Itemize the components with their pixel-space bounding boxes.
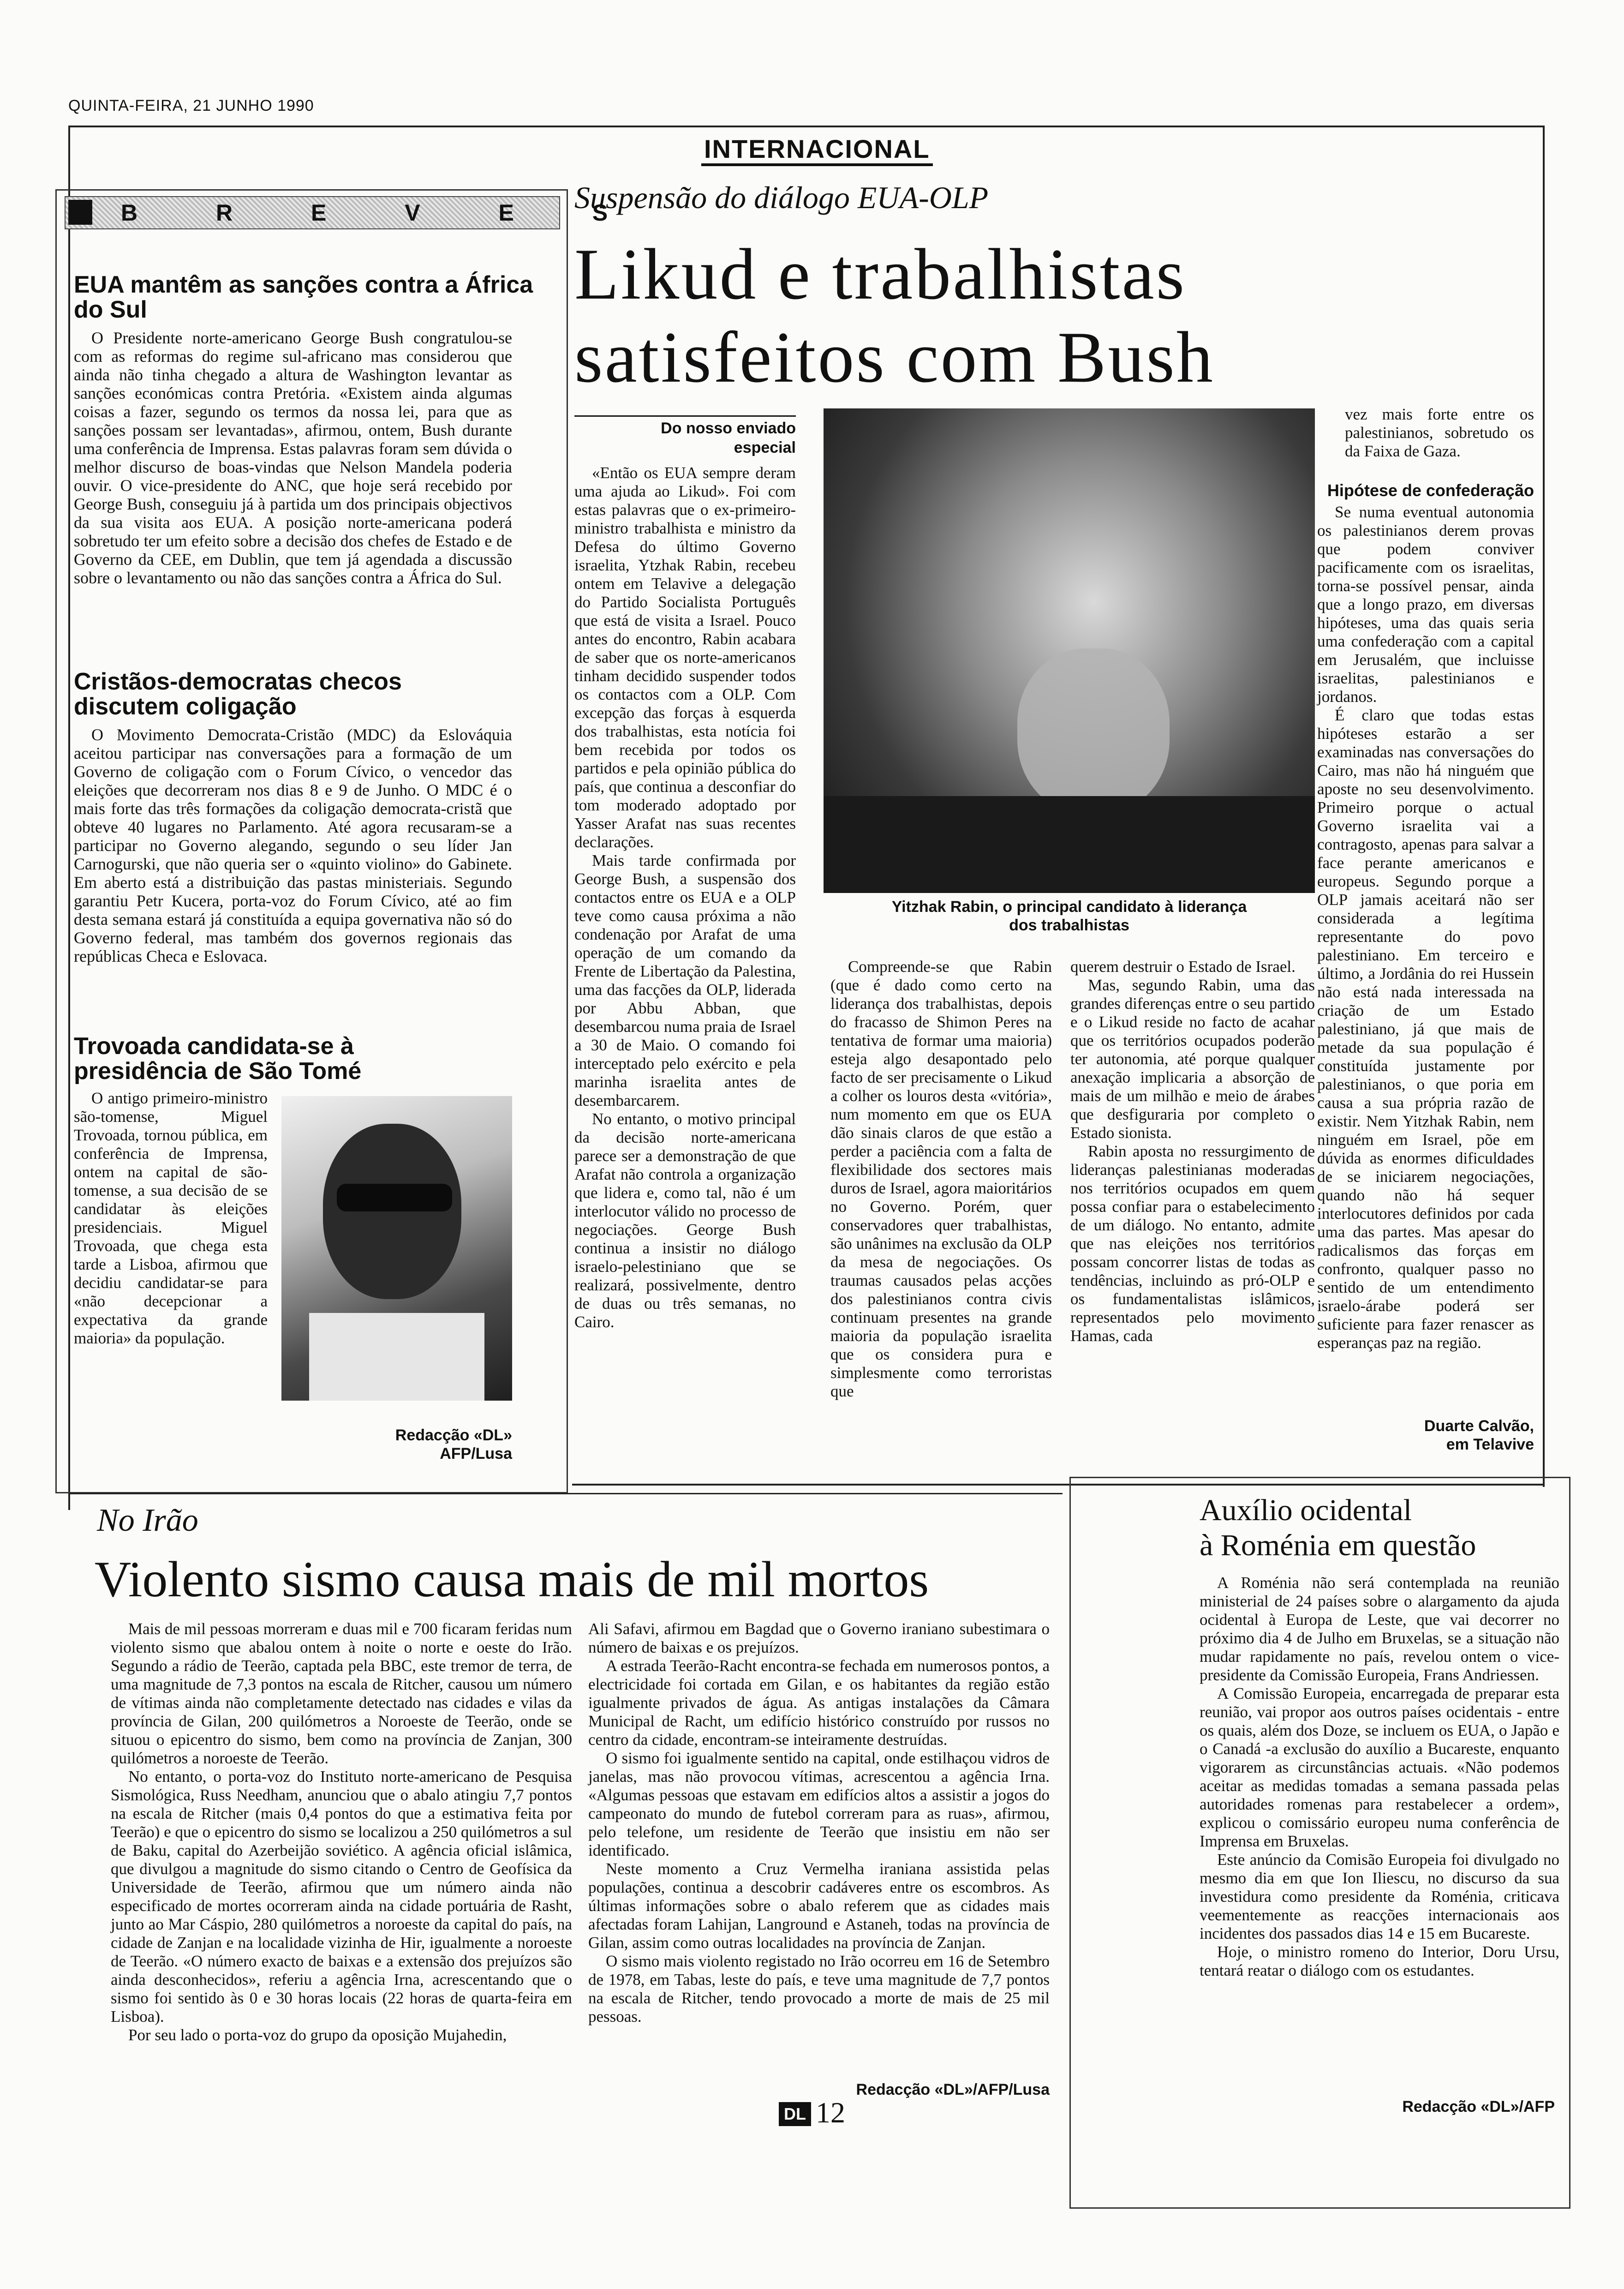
iran-kicker: No Irão (97, 1503, 198, 1538)
breve-3-title: Trovoada candidata-se à presidência de São Tomé (74, 1033, 362, 1085)
top-frame-right (1543, 126, 1545, 1487)
iran-col2-para-5: O sismo mais violento registado no Irão ocorreu em 16 de Setembro de 1978, em Tabas, leste do país, e teve uma magnitude de 7,7 pontos na escala de Ritcher, tendo provocado a morte de mais de 25 mil pessoas. (588, 1952, 1050, 2025)
caption-line-1: Yitzhak Rabin, o principal candidato à liderança (891, 898, 1247, 916)
main-col3-para-1: querem destruir o Estado de Israel. (1070, 958, 1296, 976)
main-col1-para-3: No entanto, o motivo principal da decisão norte-americana parece ser a demonstração de que Arafat não controla a organização que lidera e, como tal, não é um interlocutor válido no processo de negociações. George Bush continua a insistir no diálogo israelo-pelestiniano que se realizará, possivelmente, dentro de duas ou três semanas, no Cairo. (574, 1110, 796, 1331)
main-subhead: Hipótese de confederação (1327, 481, 1534, 500)
breves-signature (74, 1426, 512, 1463)
byline-line-1: Do nosso enviado (661, 419, 796, 437)
breve-1-body (74, 329, 512, 587)
rabin-photo-shoulder (824, 796, 1315, 893)
main-col3-para-3: Rabin aposta no ressurgimento de lideranças palestinianas moderadas nos territórios ocupados em quem possa confiar para o estabelecimento de um diálogo. No entanto, admite que nas eleições nos territórios possam concorrer listas de todas as tendências, incluindo as pró-OLP e os fundamentalistas islâmicos, representados pelo movimento Hamas, cada (1070, 1142, 1315, 1345)
breves-signature-line-2: AFP/Lusa (440, 1445, 512, 1462)
romania-para-4: Hoje, o ministro romeno do Interior, Doru Ursu, tentará reatar o diálogo com os estudantes. (1200, 1943, 1559, 1979)
breve-3-paragraph: O antigo primeiro-ministro são-tomense, Miguel Trovoada, tornou pública, em conferência de Imprensa, ontem na capital de são-tomense, a sua decisão de se candidatar às eleições presidenciais. Miguel Trovoada, que chega esta tarde a Lisboa, afirmou que decidiu candidatar-se para «não decepcionar a expectativa da grande maioria» da população. (74, 1089, 268, 1347)
main-col1-para-2: Mais tarde confirmada por George Bush, a suspensão dos contactos entre os EUA e a OLP teve como causa próxima a não condenação por Arafat de uma operação de um comando da Frente de Libertação da Palestina, uma das facções da OLP, liderada por Abbu Abban, que desembarcou numa praia de Israel a 30 de Maio. O comando foi interceptado pelo exército e pela marinha israelita antes de desembarcarem. (574, 851, 796, 1109)
romania-para-3: Este anúncio da Comisão Europeia foi divulgado no mesmo dia em que Ion Iliescu, no discurso da sua investidura como presidente da Roménia, criticava veementemente as reacções internacionais aos incidentes dos passados dias 14 e 15 em Bucareste. (1200, 1851, 1559, 1942)
trovoada-photo-glasses (337, 1184, 452, 1211)
main-col1-para-1: «Então os EUA sempre deram uma ajuda ao Likud». Foi com estas palavras que o ex-primeiro-ministro trabalhista e ministro da Defesa do último Governo israelita, Ytzhak Rabin, recebeu ontem em Telavive a delegação do Partido Socialista Português que está de visita a Israel. Pouco antes do encontro, Rabin acabara de saber que os norte-americanos tinham decidido suspender todos os contactos com a OLP. Com excepção das forças à esquerda dos trabalhistas, esta notícia foi bem recebida por todos os partidos e pela opinião pública do país, que continua a desconfiar do tom moderado adoptado por Yasser Arafat nas suas recentes declarações. (574, 464, 796, 851)
iran-col1-para-3: Por seu lado o porta-voz do grupo da oposição Mujahedin, (128, 2026, 507, 2044)
main-col2-para-1: Compreende-se que Rabin (que é dado como certo na liderança dos trabalhistas, depois do fracasso de Shimon Peres na tentativa de formar uma maioria) esteja algo desapontado pelo facto de ser precisamente o Likud a colher os louros desta «vitória», num momento em que os EUA dão sinais claros de que estão a perder a paciência com a falta de flexibilidade dos sectores mais duros de Israel, agora maioritários no Governo. Porém, quer conservadores quer trabalhistas, são unânimes na exclusão da OLP da mesa de negociações. Os traumas causados pelas acções dos palestinianos contra civis continuam presentes na grande maioria da população israelita que os considera pura e simplesmente como terroristas que (830, 958, 1052, 1400)
main-signature (1317, 1417, 1534, 1454)
main-headline-line-1: Likud e trabalhistas (574, 234, 1187, 315)
rabin-photo (824, 408, 1315, 893)
trovoada-photo (281, 1096, 512, 1401)
breves-square-icon (68, 200, 92, 225)
breve-1-title: EUA mantêm as sanções contra a África do Sul (74, 271, 533, 323)
breve-2-title: Cristãos-democratas checos discutem coligação (74, 668, 402, 720)
breves-banner (65, 196, 644, 229)
iran-col2-para-1: Ali Safavi, afirmou em Bagdad que o Governo iraniano subestimara o número de baixas e os prejuízos. (588, 1620, 1050, 1656)
breve-2-body (74, 725, 512, 965)
iran-signature: Redacção «DL»/AFP/Lusa (856, 2081, 1050, 2098)
main-headline-line-2: satisfeitos com Bush (574, 317, 1215, 398)
main-signature-line-1: Duarte Calvão, (1424, 1417, 1534, 1435)
breve-3-body (74, 1089, 268, 1348)
romania-para-1: A Roménia não será contemplada na reunião ministerial de 24 países sobre o alargamento da ajuda ocidental à Europa de Leste, que vai decorrer no próximo dia 4 de Julho em Bruxelas, se a situação não mudar rapidamente no país, revelou ontem o vice-presidente da Comissão Europeia, Frans Andriessen. (1200, 1574, 1559, 1684)
rabin-photo-hand (1017, 648, 1170, 815)
page-number: 12 (816, 2096, 845, 2129)
dl-logo-icon: DL (779, 2102, 811, 2126)
caption-line-2: dos trabalhistas (1009, 917, 1129, 934)
iran-col1-para-1: Mais de mil pessoas morreram e duas mil e 700 ficaram feridas num violento sismo que abalou ontem à noite o norte e oeste do Irão. Segundo a rádio de Teerão, captada pela BBC, este tremor de terra, de uma magnitude de 7,3 pontos na escala de Ritcher, causou um número de vítimas ainda não completamente detectado nas cidades e vilas da província de Gilan, 200 quilómetros a Noroeste de Teerão, onde se situou o epicentro do sismo, bem como na província de Zanjan, 300 quilómetros a noroeste de Teerão. (111, 1620, 572, 1767)
main-col-1 (574, 464, 796, 1331)
section-label: INTERNACIONAL (701, 135, 933, 166)
main-kicker: Suspensão do diálogo EUA-OLP (574, 180, 989, 215)
iran-col-1 (111, 1620, 572, 2044)
trovoada-photo-collar (309, 1313, 484, 1401)
main-col4-para-1: Se numa eventual autonomia os palestinianos derem provas que podem conviver pacificamente com os israelitas, torna-se possível pensar, ainda que a longo prazo, em diversas hipóteses, uma das quais seria uma confederação com a capital em Jerusalém, que incluisse israelitas, palestinianos e jordanos. (1317, 503, 1534, 706)
main-col4-para-2: É claro que todas estas hipóteses estarão a ser examinadas nas conversações do Cairo, mas não há ninguém que aposte no seu desenvolvimento. Primeiro porque o actual Governo israelita vai a contragosto, apenas para salvar a face perante americanos e europeus. Segundo porque a OLP jamais aceitará não ser considerada a legítima representante do povo palestiniano. Em terceiro e último, a Jordânia do rei Hussein não está nada interessada na criação de um Estado palestiniano, já que mais de metade da sua população é constituída justamente por palestinianos, o que poria em causa a sua própria razão de existir. Nem Yitzhak Rabin, nem ninguém em Israel, põe em dúvida as enormes dificuldades de se iniciarem negociações, quando não há sequer interlocutores definidos por cada uma das partes. Mas apesar do radicalismos das forças em confronto, qualquer passo no sentido de um entendimento israelo-árabe poderá ser suficiente para fazer renascer as esperanças paz na região. (1317, 706, 1534, 1352)
iran-top-rule (68, 1493, 1063, 1494)
trovoada-photo-head (323, 1124, 461, 1299)
dateline: QUINTA-FEIRA, 21 JUNHO 1990 (68, 97, 314, 114)
iran-col2-para-2: A estrada Teerão-Racht encontra-se fechada em numerosos pontos, a electricidade foi cortada em Gilan, e os habitantes da região estão igualmente privados de água. As antigas instalações da Câmara Municipal de Racht, um edifício histórico construído por russos no centro da cidade, encontram-se inteiramente destruídas. (588, 1657, 1050, 1749)
breves-label: B R E V E S (121, 200, 644, 226)
main-signature-line-2: em Telavive (1446, 1436, 1534, 1453)
romania-headline (1200, 1493, 1559, 1563)
romania-body (1200, 1574, 1559, 1980)
breves-signature-line-1: Redacção «DL» (395, 1426, 512, 1444)
main-col-3 (1070, 958, 1315, 1345)
iran-headline: Violento sismo causa mais de mil mortos (95, 1551, 929, 1607)
iran-col1-para-2: No entanto, o porta-voz do Instituto norte-americano de Pesquisa Sismológica, Russ Needham, anunciou que o abalo atingiu 7,7 pontos na escala de Ritcher (mais 0,4 pontos do que a estimativa feita por Teerão) e que o epicentro do sismo se localizou a 250 quilómetros a sul de Baku, capital do Azerbeijão soviético. A agência oficial islâmica, que divulgou a magnitude do sismo citando o Centro de Geofísica da Universidade de Teerão, afirmou que um número ainda não especificado de mortes ocorreram ainda na cidade portuária de Rasht, junto ao Mar Cáspio, 280 quilómetros a noroeste da capital do país, na cidade de Zanjan e na localidade vizinha de Hir, igualmente a noroeste de Teerão. «O número exacto de baixas e a extensão dos prejuízos são ainda desconhecidos», referiu a agência Irna, acrescentando que o sismo foi sentido às 0 e 30 horas locais (22 horas de quarta-feira em Lisboa). (111, 1768, 572, 2025)
romania-headline-line-2: à Roménia em questão (1200, 1528, 1476, 1562)
breve-1-paragraph: O Presidente norte-americano George Bush congratulou-se com as reformas do regime sul-africano mas considerou que ainda não tinha chegado a altura de Washington levantar as sanções económicas contra Pretória. «Existem ainda algumas coisas a fazer, segundo os termos da nossa lei, para que as sanções possam ser levantadas», afirmou, ontem, Bush durante uma conferência de Imprensa. Estas palavras foram sem dúvida o melhor discurso de boas-vindas que Nelson Mandela poderia ouvir. O vice-presidente do ANC, que hoje será recebido por George Bush, conseguiu já à partida um dos principais objectivos da sua visita aos EUA. A posição norte-americana poderá sobretudo ter um efeito sobre a decisão dos chefes de Estado e de Governo da CEE, em Dublin, que tem já agendada a discussão sobre o levantamento ou não das sanções contra a África do Sul. (74, 329, 512, 587)
romania-para-2: A Comissão Europeia, encarregada de preparar esta reunião, vai propor aos outros países ocidentais - entre os quais, além dos Doze, se incluem os EUA, o Japão e o Canadá -a exclusão do auxílio a Bucareste, enquanto vigorarem as circunstâncias actuais. «Não podemos aceitar as medidas tomadas a semana passada pelas autoridades romenas para restabelecer a ordem», explicou o comissário europeu numa conferência de Imprensa em Bruxelas. (1200, 1684, 1559, 1850)
iran-col2-para-4: Neste momento a Cruz Vermelha iraniana assistida pelas populações, continua a descobrir cadáveres entre os escombros. As últimas informações sobre o abalo referem que as cidades mais afectadas foram Lahijan, Langround e Astaneh, todas na província de Gilan, assim como outras localidades na província de Zanjan. (588, 1860, 1050, 1952)
romania-signature: Redacção «DL»/AFP (1402, 2098, 1555, 2115)
iran-col2-para-3: O sismo foi igualmente sentido na capital, onde estilhaçou vidros de janelas, mas não provocou vítimas, acrescentou a agência Irna. «Algumas pessoas que estavam em edifícios altos a assistir a jogos do campeonato do mundo de futebol correram para as ruas», afirmou, pelo telefone, um residente de Teerão que insistiu em não ser identificado. (588, 1749, 1050, 1859)
main-col-4 (1317, 503, 1534, 1352)
main-col3-para-2: Mas, segundo Rabin, uma das grandes diferenças entre o seu partido e o Likud reside no facto de acahar que os territórios ocupados poderão ter autonomia, até porque qualquer anexação implicaria a absorção de mais de um milhão e meio de árabes que desfiguraria por completo o Estado sionista. (1070, 976, 1315, 1142)
main-col-4-top (1345, 405, 1534, 461)
iran-col-2 (588, 1620, 1050, 2026)
top-frame-top (68, 126, 1545, 127)
romania-headline-line-1: Auxílio ocidental (1200, 1493, 1412, 1527)
rabin-photo-caption (824, 898, 1315, 935)
main-col4-top-para: vez mais forte entre os palestinianos, sobretudo os da Faixa de Gaza. (1345, 405, 1534, 460)
byline-line-2: especial (734, 439, 796, 456)
breve-2-paragraph: O Movimento Democrata-Cristão (MDC) da Eslováquia aceitou participar nas conversações para a formação de um Governo de coligação com o Forum Cívico, o vencedor das eleições que decorreram nos dias 8 e 9 de Junho. O MDC é o mais forte das três formações da coligação democrata-cristã que obteve 40 lugares no Parlamento. Até agora recusaram-se a participar no Governo alegando, segundo o seu líder Jan Carnogurski, que não queria ser o «quinto violino» do Gabinete. Em aberto está a distribuição das pastas ministeriais. Segundo garantiu Petr Kucera, porta-voz do Forum Cívico, até ao fim desta semana estará já constituída a equipa governativa não só do Governo federal, mas também dos governos regionais das repúblicas Checa e Eslovaca. (74, 725, 512, 965)
main-col-2 (830, 958, 1052, 1401)
main-byline (574, 415, 796, 457)
